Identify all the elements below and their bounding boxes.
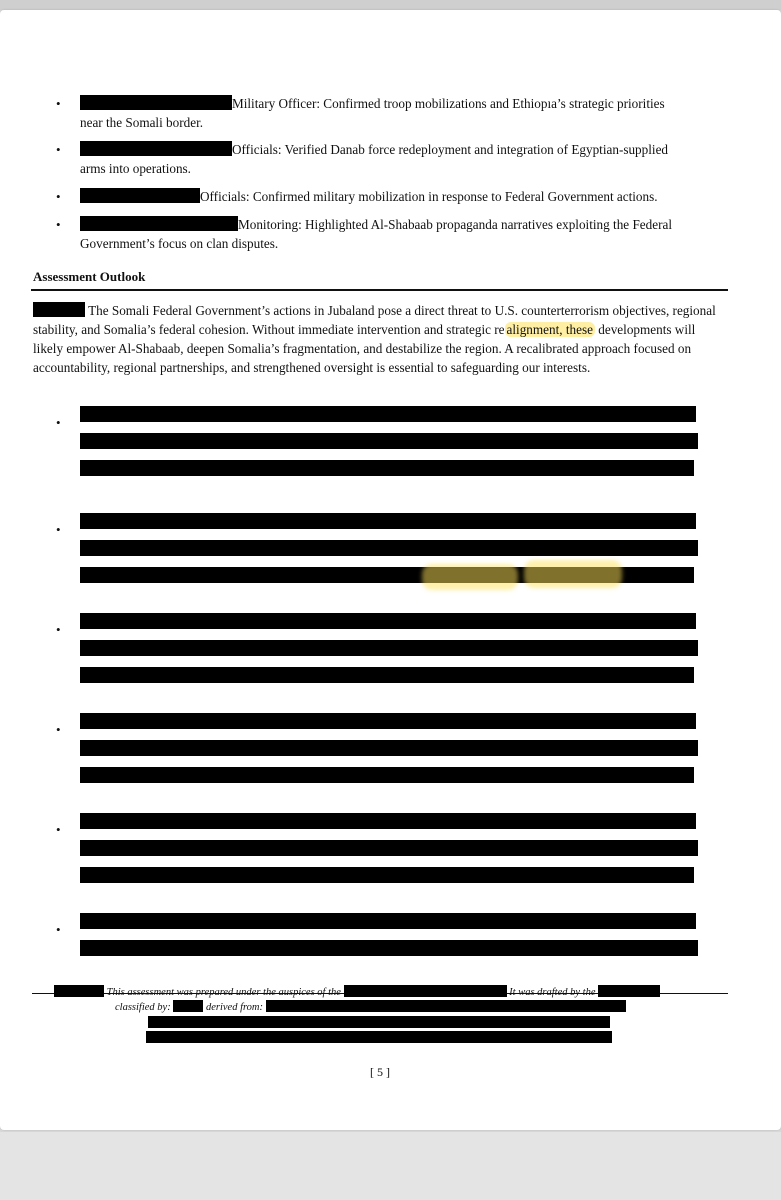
bullet-icon: • <box>56 822 61 837</box>
redaction-bar <box>80 867 694 883</box>
redaction-block <box>80 216 238 231</box>
source-item <box>56 140 730 178</box>
redaction-bar <box>80 667 694 683</box>
redaction-bar <box>146 1031 612 1043</box>
source-text: Monitoring: Highlighted Al-Shabaab propaganda narratives exploiting the Federal <box>238 217 672 232</box>
redaction-block <box>173 1000 203 1012</box>
redaction-block <box>266 1000 626 1012</box>
footer-text: derived from: <box>205 1002 264 1013</box>
source-text-cont: arms into operations. <box>80 161 191 176</box>
bullet-icon: • <box>56 96 61 111</box>
redaction-block <box>80 141 232 156</box>
redaction-block <box>33 302 85 317</box>
bullet-icon: • <box>56 189 61 204</box>
assessment-paragraph <box>33 301 728 377</box>
redaction-bar <box>80 840 698 856</box>
source-text-cont: near the Somali border. <box>80 115 204 130</box>
source-item <box>56 94 730 132</box>
footer-text: It was drafted by the <box>509 987 596 998</box>
viewer-top-strip <box>0 0 781 10</box>
redaction-bar <box>80 740 698 756</box>
document-page <box>0 10 781 1130</box>
redaction-bar <box>80 713 696 729</box>
bullet-icon: • <box>56 522 61 537</box>
redaction-block <box>598 985 660 997</box>
footer-line-1 <box>54 985 660 998</box>
section-heading: Assessment Outlook <box>33 269 146 284</box>
redaction-bar <box>80 513 696 529</box>
redaction-bar <box>80 540 698 556</box>
highlighted-text: alignment, these <box>506 322 593 337</box>
bullet-icon: • <box>56 922 61 937</box>
redaction-block <box>80 188 200 203</box>
redaction-bar <box>80 913 696 929</box>
redaction-block <box>80 95 232 110</box>
viewer-bottom-area <box>0 1132 781 1200</box>
redaction-block <box>344 985 507 997</box>
redaction-bar <box>80 813 696 829</box>
bullet-icon: • <box>56 142 61 157</box>
redaction-bar <box>80 613 696 629</box>
redaction-bar <box>80 940 698 956</box>
redaction-bar <box>80 406 696 422</box>
redaction-bar <box>80 433 698 449</box>
paragraph-text: developments will likely empower Al-Shabaab, deepen Somalia’s fragmentation, and destabilize the region. A recalibrated approach focused on accountability, regional partnerships, and strengthened oversight is essential to safeguarding our interests. <box>33 322 696 375</box>
source-text-cont: Government’s focus on clan disputes. <box>80 236 279 251</box>
source-item <box>56 187 730 206</box>
paragraph-text: The Somali Federal Government’s actions in Jubaland pose a direct threat to U.S. counterterrorism objectives, regional stability, and Somalia’s federal cohesion. Without immediate intervention and strategic re <box>33 303 716 337</box>
source-text: Officials: Verified Danab force redeployment and integration of Egyptian-supplied <box>232 142 669 157</box>
source-text: Officials: Confirmed military mobilization in response to Federal Government actions. <box>200 189 658 204</box>
redaction-bar <box>148 1016 610 1028</box>
footer-text: classified by: <box>115 1002 171 1013</box>
redaction-bar <box>80 460 694 476</box>
bullet-icon: • <box>56 722 61 737</box>
bullet-icon: • <box>56 415 61 430</box>
redaction-bar <box>80 640 698 656</box>
footer-line-2 <box>115 1000 626 1013</box>
redaction-block <box>54 985 104 997</box>
footer-text: This assessment was prepared under the auspices of the <box>106 987 341 998</box>
source-item <box>56 215 730 253</box>
redaction-bar <box>80 767 694 783</box>
bullet-icon: • <box>56 217 61 232</box>
highlight-smudge <box>422 564 518 590</box>
section-divider <box>31 289 728 291</box>
page-number: [ 5 ] <box>370 1065 390 1079</box>
source-text: Military Officer: Confirmed troop mobilizations and Ethiopıa’s strategic priorities <box>232 96 665 111</box>
highlight-smudge <box>524 560 622 588</box>
bullet-icon: • <box>56 622 61 637</box>
